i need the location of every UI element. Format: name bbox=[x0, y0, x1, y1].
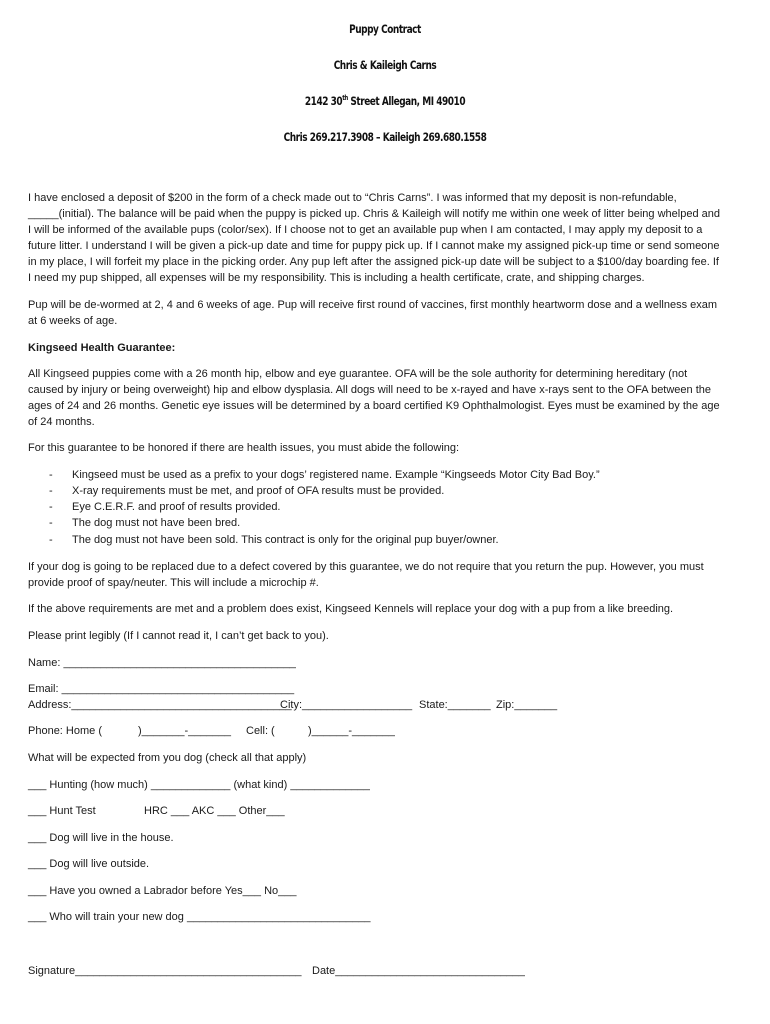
deposit-paragraph bbox=[28, 190, 743, 286]
owned-labrador-checkbox[interactable]: ___ Have you owned a Labrador before Yes___ No___ bbox=[28, 885, 297, 897]
hunting-checkbox-line[interactable]: ___ Hunting (how much) _____________ (what kind) _____________ bbox=[28, 779, 370, 791]
condition-item: The dog must not have been bred. bbox=[72, 517, 241, 529]
paragraph-line: _____(initial). The balance will be paid when the puppy is picked up. Chris & Kaileigh will notify me within one week of litter being whelped and bbox=[28, 208, 720, 220]
paragraph-line: I have enclosed a deposit of $200 in the form of a check made out to “Chris Carns”. I was informed that my deposit is non-refundable, bbox=[28, 192, 677, 204]
condition-item: X-ray requirements must be met, and proof of OFA results must be provided. bbox=[72, 485, 445, 497]
address-suffix: th bbox=[342, 94, 348, 103]
bullet-dash: - bbox=[49, 517, 53, 529]
condition-item: Kingseed must be used as a prefix to your dogs’ registered name. Example “Kingseeds Motor City Bad Boy.” bbox=[72, 469, 600, 481]
paragraph-line: provide proof of spay/neuter. This will include a microchip #. bbox=[28, 577, 319, 589]
email-field[interactable]: Email: ______________________________________ bbox=[28, 683, 295, 695]
bullet-dash: - bbox=[49, 469, 53, 481]
paragraph-line: in my place, I will forfeit my place in the picking order. Any pup left after the assigned pick-up date will be subject to a $100/day boarding fee. If bbox=[28, 256, 719, 268]
name-field[interactable]: Name: ______________________________________ bbox=[28, 657, 296, 669]
conditions-intro: For this guarantee to be honored if there are health issues, you must abide the following: bbox=[28, 442, 460, 454]
breeder-address bbox=[85, 94, 686, 108]
phone-home-field[interactable]: )_______-_______ bbox=[138, 725, 231, 737]
breeder-phones: Chris 269.217.3908 – Kaileigh 269.680.1558 bbox=[283, 130, 487, 144]
signature-field[interactable]: Signature_____________________________________ bbox=[28, 965, 302, 977]
paragraph-line: at 6 weeks of age. bbox=[28, 315, 118, 327]
paragraph-line: caused by injury or being overweight) hip and elbow dysplasia. All dogs will need to be x-rayed and have x-rays sent to the OFA between the bbox=[28, 384, 712, 396]
bullet-dash: - bbox=[49, 485, 53, 497]
paragraph-line: I will be informed of the available pups (color/sex). If I choose not to get an available pup when I am contacted, I may apply my deposit to a bbox=[28, 224, 703, 236]
guarantee-paragraph bbox=[28, 366, 743, 430]
replace-paragraph bbox=[28, 559, 743, 591]
condition-item: The dog must not have been sold. This contract is only for the original pup buyer/owner. bbox=[72, 534, 499, 546]
deworm-paragraph bbox=[28, 297, 743, 329]
hrc-akc-other-checkboxes[interactable]: HRC ___ AKC ___ Other___ bbox=[144, 805, 285, 817]
date-field[interactable]: Date_______________________________ bbox=[312, 965, 525, 977]
contract-title: Puppy Contract bbox=[349, 22, 421, 36]
paragraph-line: of 24 months. bbox=[28, 416, 95, 428]
state-field[interactable]: State:_______ bbox=[419, 699, 491, 711]
address-field[interactable]: Address:____________________________________ bbox=[28, 699, 292, 711]
bullet-dash: - bbox=[49, 534, 53, 546]
live-house-checkbox[interactable]: ___ Dog will live in the house. bbox=[28, 832, 174, 844]
paragraph-line: All Kingseed puppies come with a 26 month hip, elbow and eye guarantee. OFA will be the sole authority for determining hereditary (not bbox=[28, 368, 688, 380]
condition-item: Eye C.E.R.F. and proof of results provided. bbox=[72, 501, 281, 513]
print-legibly-note: Please print legibly (If I cannot read it, I can’t get back to you). bbox=[28, 630, 329, 642]
who-train-field[interactable]: ___ Who will train your new dog ______________________________ bbox=[28, 911, 371, 923]
paragraph-line: I need my pup shipped, all expenses will be my responsibility. This is including a health certificate, crate, and shipping charges. bbox=[28, 272, 645, 284]
paragraph-line: If your dog is going to be replaced due to a defect covered by this guarantee, we do not require that you return the pup. However, you must bbox=[28, 561, 704, 573]
zip-field[interactable]: Zip:_______ bbox=[496, 699, 558, 711]
phone-home-label: Phone: Home ( bbox=[28, 725, 102, 737]
paragraph-line: future litter. I understand I will be given a pick-up date and time for puppy pick up. If I cannot make my assigned pick-up time or send someone bbox=[28, 240, 720, 252]
cell-label: Cell: ( bbox=[246, 725, 275, 737]
live-outside-checkbox[interactable]: ___ Dog will live outside. bbox=[28, 858, 150, 870]
hunt-test-checkbox[interactable]: ___ Hunt Test bbox=[28, 805, 96, 817]
city-field[interactable]: City:__________________ bbox=[280, 699, 413, 711]
bullet-dash: - bbox=[49, 501, 53, 513]
paragraph-line: Pup will be de-wormed at 2, 4 and 6 weeks of age. Pup will receive first round of vaccines, first monthly heartworm dose and a wellness exam bbox=[28, 299, 718, 311]
address-rest: Street Allegan, MI 49010 bbox=[347, 94, 466, 108]
cell-field[interactable]: )______-_______ bbox=[308, 725, 395, 737]
expected-question: What will be expected from you dog (check all that apply) bbox=[28, 752, 307, 764]
paragraph-line: ages of 24 and 26 months. Genetic eye issues will be determined by a board certified K9 Ophthalmologist. Eyes must be examined by the age bbox=[28, 400, 720, 412]
breeder-names: Chris & Kaileigh Carns bbox=[333, 58, 437, 72]
kennels-sentence: If the above requirements are met and a problem does exist, Kingseed Kennels will replace your dog with a pup from a like breeding. bbox=[28, 603, 674, 615]
guarantee-heading: Kingseed Health Guarantee: bbox=[28, 342, 176, 354]
address-number: 2142 30 bbox=[304, 94, 343, 108]
